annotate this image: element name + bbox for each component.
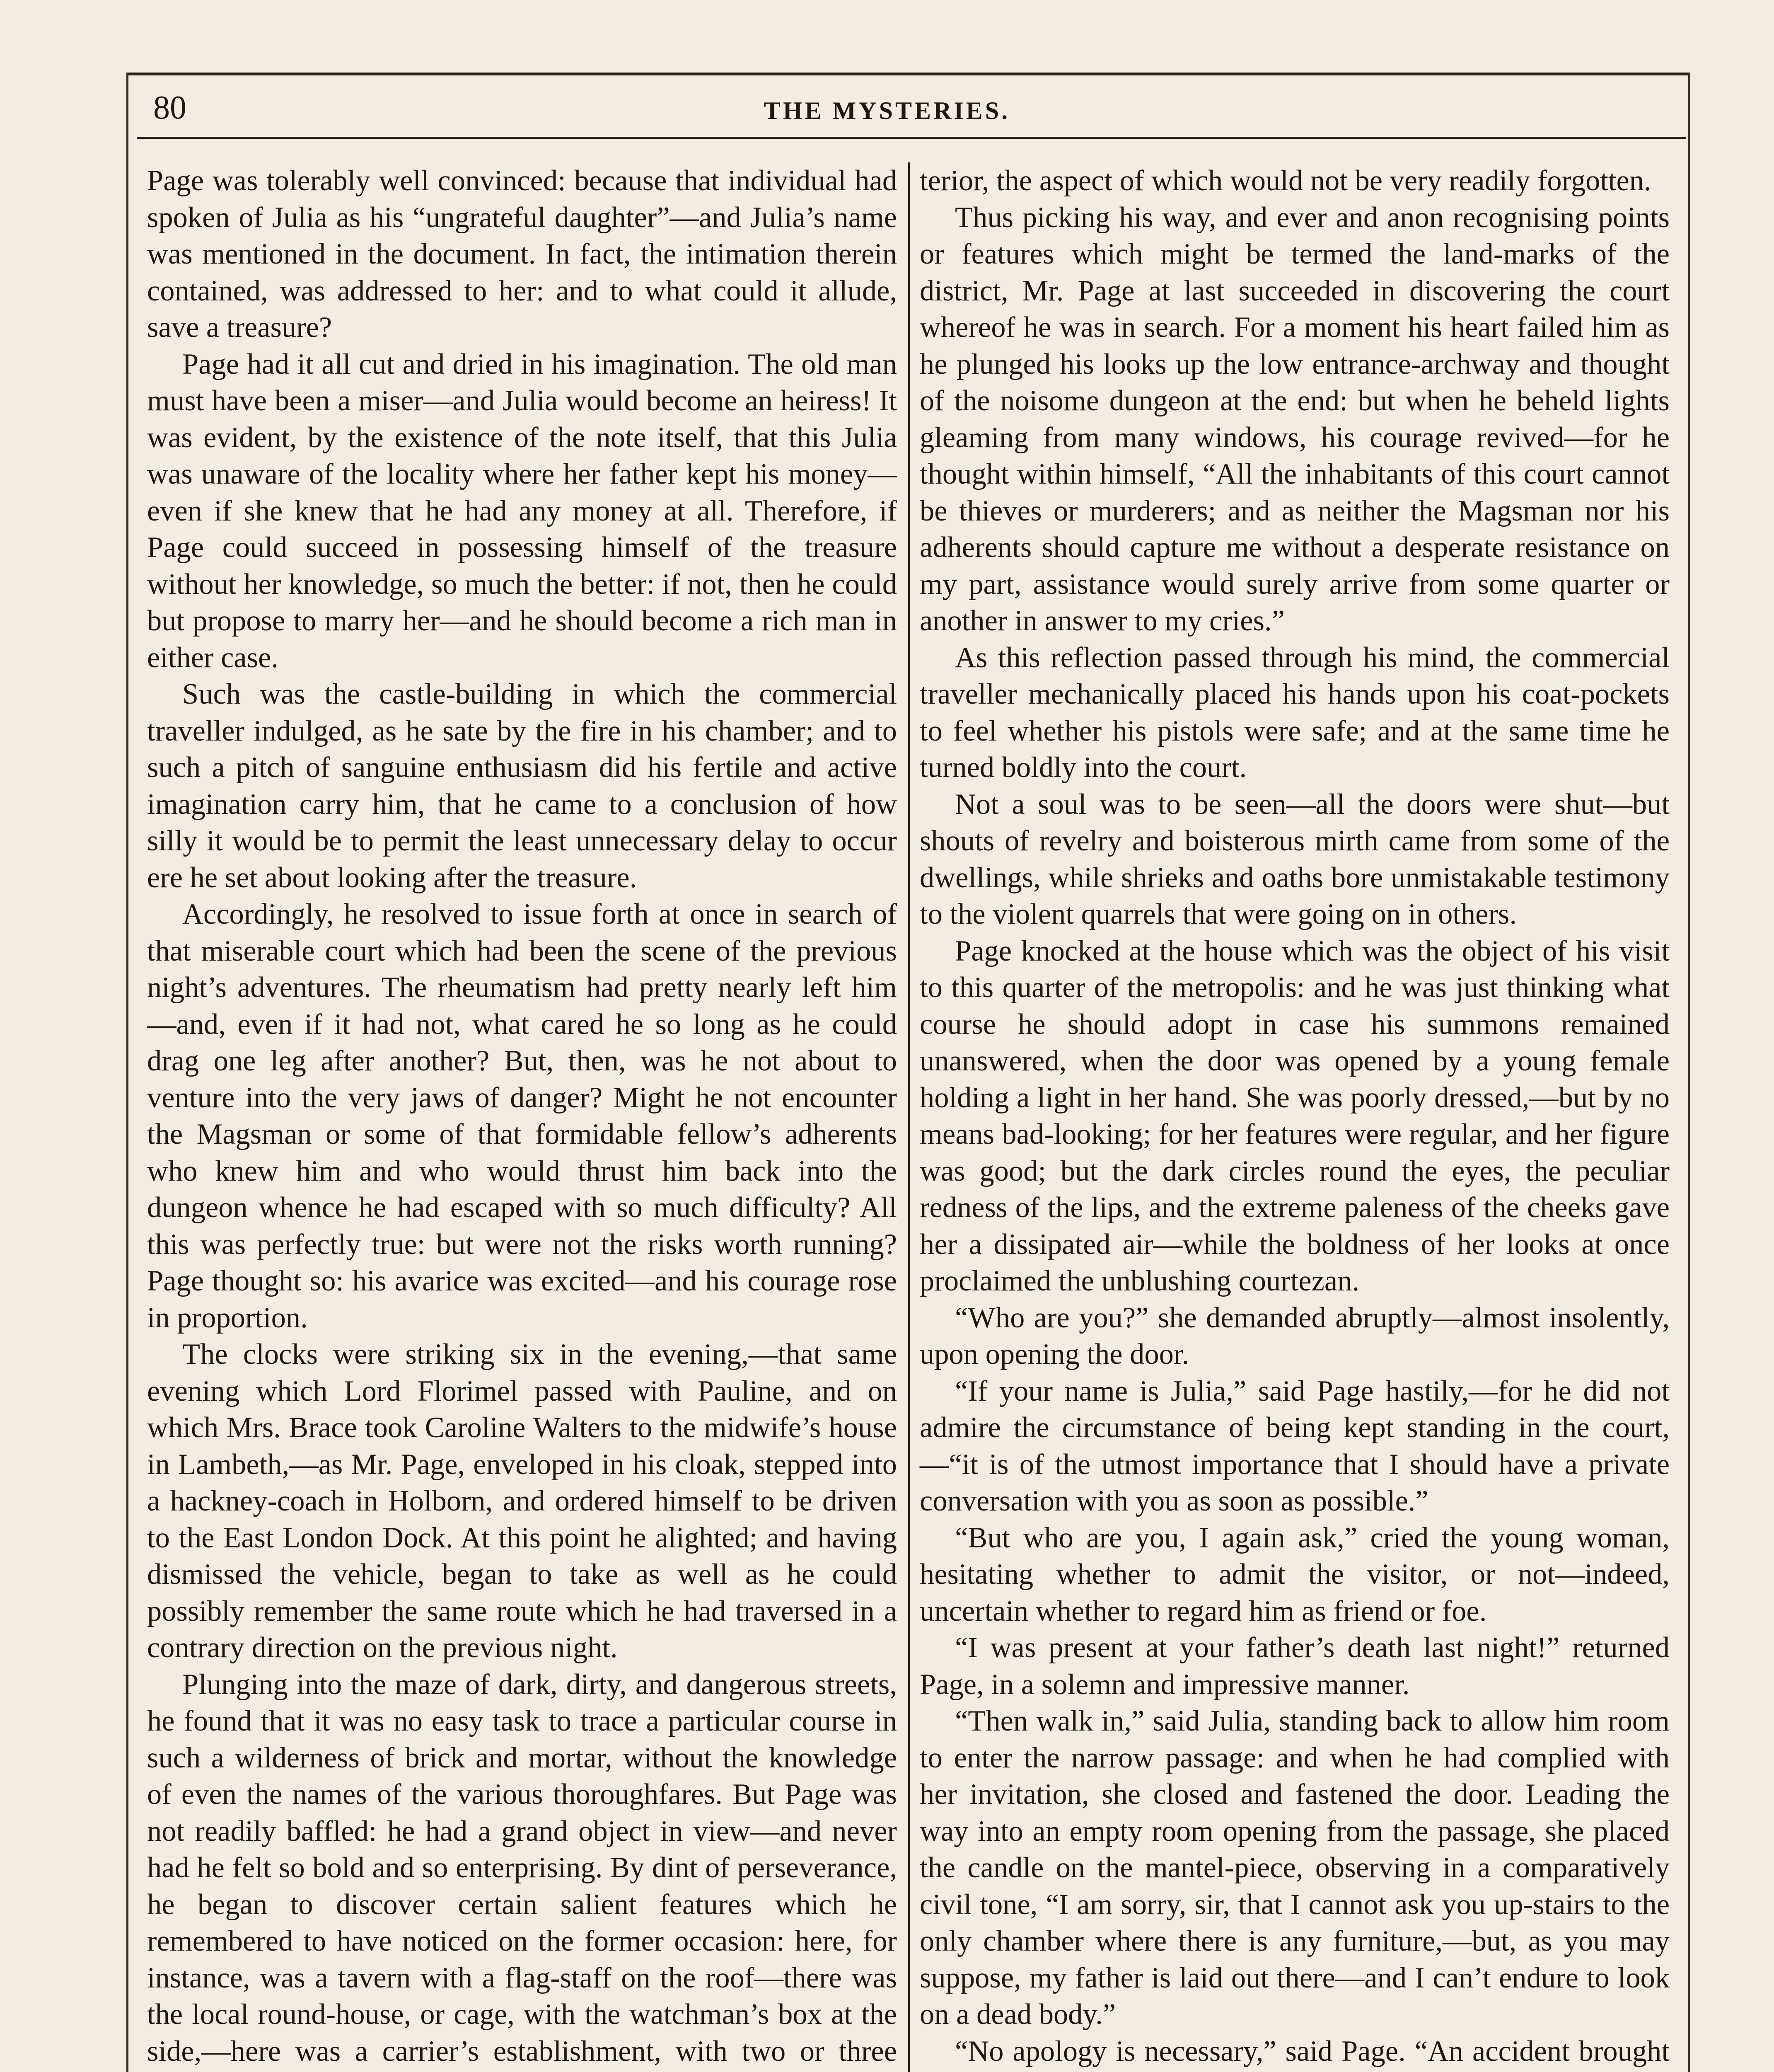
paragraph: “No apology is necessary,” said Page. “An accident brought (955, 2035, 1670, 2067)
page-number: 80 (153, 90, 186, 126)
paragraph: As this reflection passed through his mind, the commercial traveller mechanically placed his hands upon his coat-pockets to feel whether his pistols were safe; and at the same time he turned boldly into the court. (920, 641, 1670, 784)
paragraph: Not a soul was to be seen—all the doors were shut—but shouts of revelry and boisterous mirth came from some of the dwellings, while shrieks and oaths bore unmistakable testimony to the violent quarrels that were going on in others. (920, 788, 1670, 930)
paragraph: Page had it all cut and dried in his imagination. The old man must have been a miser—and Julia would become an heiress! It was evident, by the existence of the note itself, that this Julia was unaware of the locality where her father kept his money—even if she knew that he had any money at all. Therefore, if Page could succeed in possessing himself of the treasure without her knowledge, so much the better: if not, then he could but propose to marry her—and he should become a rich man in either case. (147, 348, 897, 674)
paragraph: “Who are you?” she demanded abruptly—almost insolently, upon opening the door. (920, 1301, 1670, 1370)
right-column (920, 162, 1670, 2072)
paragraph: Page knocked at the house which was the object of his visit to this quarter of the metropolis: and he was just thinking what course he should adopt in case his summons remained unanswered, when the door was opened by a young female holding a light in her hand. She was poorly dressed,—but by no means bad-looking; for her features were regular, and her figure was good; but the dark circles round the eyes, the peculiar redness of the lips, and the extreme paleness of the cheeks gave her a dissipated air—while the boldness of her looks at once proclaimed the unblushing courtezan. (920, 934, 1670, 1297)
paragraph: The clocks were striking six in the evening,—that same evening which Lord Florimel passed with Pauline, and on which Mrs. Brace took Caroline Walters to the midwife’s house in Lambeth,—as Mr. Page, enveloped in his cloak, stepped into a hackney-coach in Holborn, and ordered himself to be driven to the East London Dock. At this point he alighted; and having dismissed the vehicle, began to take as well as he could possibly remember the same route which he had traversed in a contrary direction on the previous night. (147, 1338, 897, 1664)
paragraph: Page was tolerably well convinced: because that individual had spoken of Julia as his “ungrateful daughter”—and Julia’s name was mentioned in the document. In fact, the intimation therein contained, was addressed to her: and to what could it allude, save a treasure? (147, 165, 897, 344)
paragraph: terior, the aspect of which would not be very readily forgotten. (920, 165, 1651, 197)
paragraph: Such was the castle-building in which the commercial traveller indulged, as he sate by the fire in his chamber; and to such a pitch of sanguine enthusiasm did his fertile and active imagination carry him, that he came to a conclusion of how silly it would be to permit the least unnecessary delay to occur ere he set about looking after the treasure. (147, 678, 897, 894)
paragraph: “I was present at your father’s death last night!” returned Page, in a solemn and impressive manner. (920, 1631, 1670, 1701)
paragraph: Plunging into the maze of dark, dirty, and dangerous streets, he found that it was no easy task to trace a particular course in such a wilderness of brick and mortar, without the knowledge of even the names of the various thoroughfares. But Page was not readily baffled: he had a grand object in view—and never had he felt so bold and so enterprising. By dint of perseverance, he began to discover certain salient features which he remembered to have noticed on the former occasion: here, for instance, was a tavern with a flag-staff on the roof—there was the local round-house, or cage, with the watchman’s box at the side,—here was a carrier’s establishment, with two or three (147, 1668, 897, 2067)
paragraph: “If your name is Julia,” said Page hastily,—for he did not admire the circumstance of being kept standing in the court,—“it is of the utmost importance that I should have a private conversation with you as soon as possible.” (920, 1375, 1670, 1517)
running-title: THE MYSTERIES. (764, 97, 1010, 124)
paragraph: “But who are you, I again ask,” cried the young woman, hesitating whether to admit the visitor, or not—indeed, uncertain whether to regard him as friend or foe. (920, 1521, 1670, 1627)
paragraph: “Then walk in,” said Julia, standing back to allow him room to enter the narrow passage: and when he had complied with her invitation, she closed and fastened the door. Leading the way into an empty room opening from the passage, she placed the candle on the mantel-piece, observing in a comparatively civil tone, “I am sorry, sir, that I cannot ask you up-stairs to the only chamber where there is any furniture,—but, as you may suppose, my father is laid out there—and I can’t endure to look on a dead body.” (920, 1705, 1670, 2031)
column-divider (908, 162, 910, 2072)
paragraph: Accordingly, he resolved to issue forth at once in search of that miserable court which had been the scene of the previous night’s adventures. The rheumatism had pretty nearly left him—and, even if it had not, what cared he so long as he could drag one leg after another? But, then, was he not about to venture into the very jaws of danger? Might he not encounter the Magsman or some of that formidable fellow’s adherents who knew him and who would thrust him back into the dungeon whence he had escaped with so much difficulty? All this was perfectly true: but were not the risks worth running? Page thought so: his avarice was excited—and his courage rose in proportion. (147, 898, 897, 1334)
left-column (147, 162, 897, 2072)
paragraph: Thus picking his way, and ever and anon recognising points or features which might be termed the land-marks of the district, Mr. Page at last succeeded in discovering the court whereof he was in search. For a moment his heart failed him as he plunged his looks up the low entrance-archway and thought of the noisome dungeon at the end: but when he beheld lights gleaming from many windows, his courage revived—for he thought within himself, “All the inhabitants of this court cannot be thieves or murderers; and as neither the Magsman nor his adherents should capture me without a desperate resistance on my part, assistance would surely arrive from some quarter or another in answer to my cries.” (920, 201, 1670, 637)
header-rule (137, 137, 1686, 139)
